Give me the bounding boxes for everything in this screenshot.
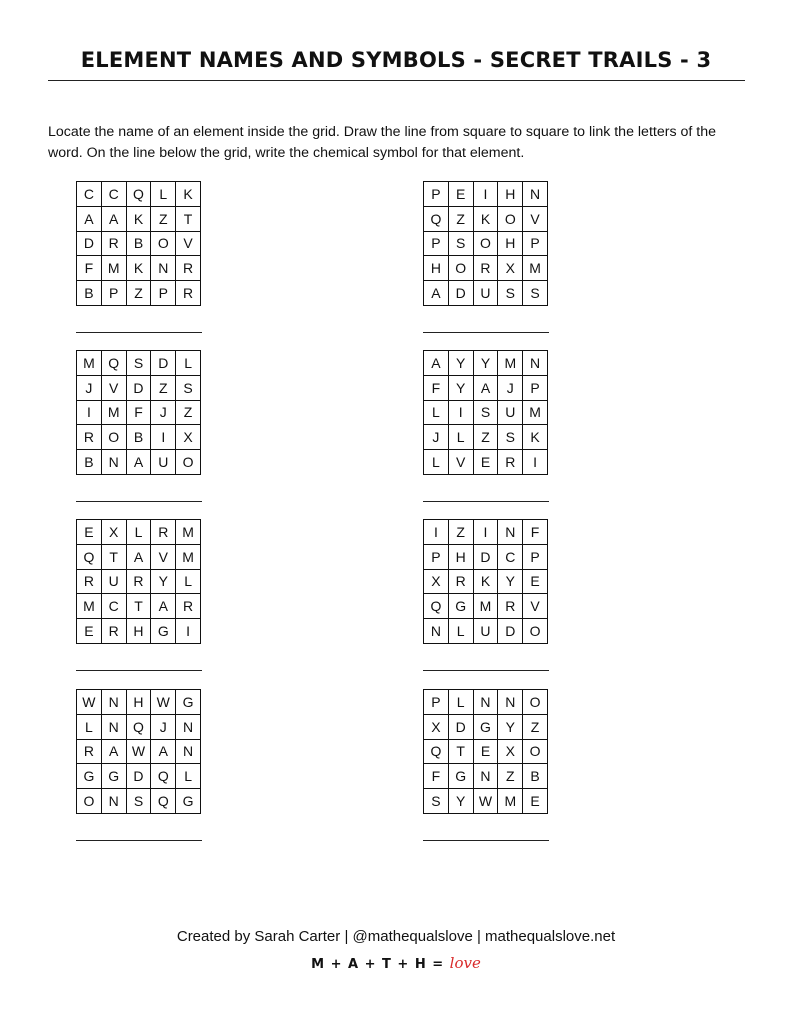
grid-letter-cell[interactable]: F <box>523 520 548 545</box>
grid-letter-cell[interactable]: V <box>151 545 176 570</box>
answer-line[interactable] <box>423 670 549 671</box>
grid-letter-cell[interactable]: W <box>474 789 499 814</box>
grid-letter-cell[interactable]: D <box>449 281 474 306</box>
grid-letter-cell[interactable]: M <box>102 256 127 281</box>
grid-letter-cell[interactable]: G <box>474 715 499 740</box>
grid-letter-cell[interactable]: V <box>176 232 201 257</box>
grid-letter-cell[interactable]: N <box>498 690 523 715</box>
grid-letter-cell[interactable]: P <box>523 376 548 401</box>
grid-letter-cell[interactable]: Q <box>424 740 449 765</box>
letter-grid <box>423 519 548 644</box>
grid-letter-cell[interactable]: X <box>102 520 127 545</box>
grid-letter-cell[interactable]: X <box>424 570 449 595</box>
grid-letter-cell[interactable]: U <box>151 450 176 475</box>
grid-letter-cell[interactable]: G <box>176 690 201 715</box>
grid-letter-cell[interactable]: L <box>449 619 474 644</box>
grid-letter-cell[interactable]: L <box>449 425 474 450</box>
grid-letter-cell[interactable]: P <box>151 281 176 306</box>
grid-letter-cell[interactable]: N <box>474 690 499 715</box>
answer-line[interactable] <box>423 840 549 841</box>
grid-letter-cell[interactable]: V <box>523 594 548 619</box>
grid-letter-cell[interactable]: M <box>498 351 523 376</box>
grid-letter-cell[interactable]: V <box>523 207 548 232</box>
grid-letter-cell[interactable]: G <box>77 764 102 789</box>
grid-letter-cell[interactable]: H <box>449 545 474 570</box>
grid-letter-cell[interactable]: J <box>77 376 102 401</box>
grid-letter-cell[interactable]: O <box>77 789 102 814</box>
grid-letter-cell[interactable]: W <box>151 690 176 715</box>
grid-letter-cell[interactable]: U <box>474 281 499 306</box>
grid-letter-cell[interactable]: H <box>424 256 449 281</box>
grid-letter-cell[interactable]: D <box>474 545 499 570</box>
grid-letter-cell[interactable]: P <box>424 232 449 257</box>
letter-grid <box>76 350 201 475</box>
title-underline <box>48 80 745 81</box>
grid-letter-cell[interactable]: A <box>424 281 449 306</box>
letter-grid <box>423 350 548 475</box>
grid-letter-cell[interactable]: N <box>498 520 523 545</box>
grid-letter-cell[interactable]: I <box>151 425 176 450</box>
grid-letter-cell[interactable]: H <box>498 232 523 257</box>
grid-letter-cell[interactable]: V <box>102 376 127 401</box>
grid-letter-cell[interactable]: J <box>151 401 176 426</box>
grid-letter-cell[interactable]: Y <box>449 376 474 401</box>
grid-letter-cell[interactable]: O <box>523 619 548 644</box>
grid-letter-cell[interactable]: B <box>523 764 548 789</box>
grid-letter-cell[interactable]: X <box>498 740 523 765</box>
grid-letter-cell[interactable]: M <box>102 401 127 426</box>
grid-letter-cell[interactable]: Y <box>449 351 474 376</box>
grid-letter-cell[interactable]: P <box>523 232 548 257</box>
grid-letter-cell[interactable]: T <box>449 740 474 765</box>
grid-letter-cell[interactable]: M <box>523 401 548 426</box>
grid-letter-cell[interactable]: K <box>474 570 499 595</box>
grid-letter-cell[interactable]: B <box>127 232 152 257</box>
grid-letter-cell[interactable]: L <box>176 764 201 789</box>
grid-letter-cell[interactable]: H <box>498 182 523 207</box>
grid-letter-cell[interactable]: L <box>77 715 102 740</box>
grid-letter-cell[interactable]: C <box>102 594 127 619</box>
grid-letter-cell[interactable]: M <box>474 594 499 619</box>
letter-grid-puzzle-4 <box>423 350 548 475</box>
grid-letter-cell[interactable]: L <box>176 351 201 376</box>
grid-letter-cell[interactable]: S <box>127 351 152 376</box>
grid-letter-cell[interactable]: N <box>523 182 548 207</box>
grid-letter-cell[interactable]: N <box>424 619 449 644</box>
grid-letter-cell[interactable]: S <box>424 789 449 814</box>
grid-letter-cell[interactable]: X <box>176 425 201 450</box>
grid-letter-cell[interactable]: R <box>77 740 102 765</box>
grid-letter-cell[interactable]: J <box>424 425 449 450</box>
grid-letter-cell[interactable]: J <box>498 376 523 401</box>
grid-letter-cell[interactable]: K <box>127 207 152 232</box>
grid-letter-cell[interactable]: R <box>474 256 499 281</box>
grid-letter-cell[interactable]: Y <box>498 715 523 740</box>
grid-letter-cell[interactable]: M <box>176 545 201 570</box>
instructions-text: Locate the name of an element inside the grid. Draw the line from square to square to link the letters of the word. On the line below the grid, write the chemical symbol for that element. <box>48 124 716 161</box>
grid-letter-cell[interactable]: U <box>102 570 127 595</box>
letter-grid <box>76 519 201 644</box>
grid-letter-cell[interactable]: R <box>176 281 201 306</box>
grid-letter-cell[interactable]: P <box>424 690 449 715</box>
grid-letter-cell[interactable]: V <box>449 450 474 475</box>
grid-letter-cell[interactable]: Z <box>127 281 152 306</box>
grid-letter-cell[interactable]: I <box>523 450 548 475</box>
logo-text: M + A + T + H = <box>311 957 445 972</box>
grid-letter-cell[interactable]: O <box>523 690 548 715</box>
grid-letter-cell[interactable]: K <box>176 182 201 207</box>
grid-letter-cell[interactable]: E <box>77 619 102 644</box>
letter-grid-puzzle-2 <box>423 181 548 306</box>
grid-letter-cell[interactable]: O <box>102 425 127 450</box>
grid-letter-cell[interactable]: O <box>474 232 499 257</box>
grid-letter-cell[interactable]: Q <box>127 715 152 740</box>
grid-letter-cell[interactable]: Y <box>498 570 523 595</box>
grid-letter-cell[interactable]: L <box>151 182 176 207</box>
grid-letter-cell[interactable]: Z <box>151 376 176 401</box>
grid-letter-cell[interactable]: A <box>127 450 152 475</box>
grid-letter-cell[interactable]: D <box>127 376 152 401</box>
grid-letter-cell[interactable]: P <box>102 281 127 306</box>
grid-letter-cell[interactable]: N <box>102 450 127 475</box>
worksheet-title: ELEMENT NAMES AND SYMBOLS - SECRET TRAILS - 3 <box>80 48 712 72</box>
grid-letter-cell[interactable]: C <box>77 182 102 207</box>
grid-letter-cell[interactable]: D <box>449 715 474 740</box>
grid-letter-cell[interactable]: M <box>498 789 523 814</box>
letter-grid-puzzle-7 <box>76 689 201 814</box>
grid-letter-cell[interactable]: W <box>77 690 102 715</box>
grid-letter-cell[interactable]: F <box>424 764 449 789</box>
grid-letter-cell[interactable]: J <box>151 715 176 740</box>
grid-letter-cell[interactable]: M <box>77 594 102 619</box>
grid-letter-cell[interactable]: D <box>77 232 102 257</box>
letter-grid-puzzle-8 <box>423 689 548 814</box>
grid-letter-cell[interactable]: I <box>77 401 102 426</box>
grid-letter-cell[interactable]: D <box>127 764 152 789</box>
grid-letter-cell[interactable]: B <box>77 450 102 475</box>
grid-letter-cell[interactable]: G <box>102 764 127 789</box>
grid-letter-cell[interactable]: I <box>474 182 499 207</box>
grid-letter-cell[interactable]: A <box>127 545 152 570</box>
grid-letter-cell[interactable]: S <box>449 232 474 257</box>
grid-letter-cell[interactable]: N <box>474 764 499 789</box>
grid-letter-cell[interactable]: Y <box>151 570 176 595</box>
grid-letter-cell[interactable]: I <box>449 401 474 426</box>
grid-letter-cell[interactable]: O <box>498 207 523 232</box>
grid-letter-cell[interactable]: Q <box>151 789 176 814</box>
grid-letter-cell[interactable]: B <box>77 281 102 306</box>
grid-letter-cell[interactable]: R <box>102 232 127 257</box>
grid-letter-cell[interactable]: E <box>474 450 499 475</box>
grid-letter-cell[interactable]: L <box>449 690 474 715</box>
grid-letter-cell[interactable]: G <box>176 789 201 814</box>
grid-letter-cell[interactable]: S <box>523 281 548 306</box>
grid-letter-cell[interactable]: Q <box>102 351 127 376</box>
grid-letter-cell[interactable]: L <box>127 520 152 545</box>
grid-letter-cell[interactable]: R <box>498 450 523 475</box>
grid-letter-cell[interactable]: I <box>176 619 201 644</box>
grid-letter-cell[interactable]: Z <box>151 207 176 232</box>
grid-letter-cell[interactable]: L <box>424 401 449 426</box>
grid-letter-cell[interactable]: Z <box>523 715 548 740</box>
letter-grid <box>423 181 548 306</box>
grid-letter-cell[interactable]: Q <box>424 207 449 232</box>
grid-letter-cell[interactable]: R <box>151 520 176 545</box>
math-equals-love-logo <box>0 954 792 972</box>
grid-letter-cell[interactable]: Q <box>151 764 176 789</box>
grid-letter-cell[interactable]: I <box>474 520 499 545</box>
grid-letter-cell[interactable]: R <box>449 570 474 595</box>
answer-line[interactable] <box>423 332 549 333</box>
grid-letter-cell[interactable]: M <box>523 256 548 281</box>
grid-letter-cell[interactable]: A <box>102 740 127 765</box>
grid-letter-cell[interactable]: S <box>498 425 523 450</box>
grid-letter-cell[interactable]: Z <box>498 764 523 789</box>
letter-grid <box>76 181 201 306</box>
grid-letter-cell[interactable]: F <box>77 256 102 281</box>
grid-letter-cell[interactable]: K <box>474 207 499 232</box>
answer-line[interactable] <box>76 501 202 502</box>
grid-letter-cell[interactable]: S <box>127 789 152 814</box>
grid-letter-cell[interactable]: E <box>523 570 548 595</box>
grid-letter-cell[interactable]: S <box>498 281 523 306</box>
grid-letter-cell[interactable]: N <box>176 740 201 765</box>
grid-letter-cell[interactable]: M <box>77 351 102 376</box>
grid-letter-cell[interactable]: G <box>449 764 474 789</box>
letter-grid-puzzle-5 <box>76 519 201 644</box>
grid-letter-cell[interactable]: A <box>102 207 127 232</box>
grid-letter-cell[interactable]: E <box>449 182 474 207</box>
footer-credit: Created by Sarah Carter | @mathequalslove | mathequalslove.net <box>176 928 616 945</box>
grid-letter-cell[interactable]: K <box>523 425 548 450</box>
grid-letter-cell[interactable]: U <box>498 401 523 426</box>
grid-letter-cell[interactable]: A <box>474 376 499 401</box>
grid-letter-cell[interactable]: C <box>102 182 127 207</box>
grid-letter-cell[interactable]: T <box>127 594 152 619</box>
grid-letter-cell[interactable]: G <box>151 619 176 644</box>
grid-letter-cell[interactable]: Y <box>474 351 499 376</box>
grid-letter-cell[interactable]: R <box>498 594 523 619</box>
letter-grid-puzzle-6 <box>423 519 548 644</box>
grid-letter-cell[interactable]: R <box>77 570 102 595</box>
grid-letter-cell[interactable]: B <box>127 425 152 450</box>
grid-letter-cell[interactable]: L <box>176 570 201 595</box>
grid-letter-cell[interactable]: X <box>498 256 523 281</box>
answer-line[interactable] <box>76 670 202 671</box>
grid-letter-cell[interactable]: Q <box>77 545 102 570</box>
grid-letter-cell[interactable]: R <box>176 594 201 619</box>
grid-letter-cell[interactable]: O <box>449 256 474 281</box>
logo-love-script: love <box>449 954 481 972</box>
letter-grid-puzzle-3 <box>76 350 201 475</box>
grid-letter-cell[interactable]: E <box>474 740 499 765</box>
grid-letter-cell[interactable]: N <box>102 690 127 715</box>
grid-letter-cell[interactable]: P <box>424 182 449 207</box>
grid-letter-cell[interactable]: T <box>102 545 127 570</box>
grid-letter-cell[interactable]: C <box>498 545 523 570</box>
grid-letter-cell[interactable]: Y <box>449 789 474 814</box>
grid-letter-cell[interactable]: Z <box>449 207 474 232</box>
grid-letter-cell[interactable]: S <box>474 401 499 426</box>
grid-letter-cell[interactable]: Q <box>424 594 449 619</box>
answer-line[interactable] <box>76 332 202 333</box>
grid-letter-cell[interactable]: N <box>151 256 176 281</box>
grid-letter-cell[interactable]: Z <box>176 401 201 426</box>
grid-letter-cell[interactable]: G <box>449 594 474 619</box>
grid-letter-cell[interactable]: X <box>424 715 449 740</box>
grid-letter-cell[interactable]: F <box>424 376 449 401</box>
letter-grid <box>423 689 548 814</box>
grid-letter-cell[interactable]: L <box>424 450 449 475</box>
grid-letter-cell[interactable]: N <box>102 789 127 814</box>
answer-line[interactable] <box>76 840 202 841</box>
grid-letter-cell[interactable]: I <box>424 520 449 545</box>
grid-letter-cell[interactable]: S <box>176 376 201 401</box>
grid-letter-cell[interactable]: N <box>523 351 548 376</box>
letter-grid <box>76 689 201 814</box>
grid-letter-cell[interactable]: R <box>102 619 127 644</box>
grid-letter-cell[interactable]: O <box>176 450 201 475</box>
grid-letter-cell[interactable]: A <box>424 351 449 376</box>
grid-letter-cell[interactable]: U <box>474 619 499 644</box>
grid-letter-cell[interactable]: O <box>151 232 176 257</box>
grid-letter-cell[interactable]: T <box>176 207 201 232</box>
grid-letter-cell[interactable]: P <box>424 545 449 570</box>
grid-letter-cell[interactable]: N <box>176 715 201 740</box>
grid-letter-cell[interactable]: P <box>523 545 548 570</box>
grid-letter-cell[interactable]: E <box>523 789 548 814</box>
letter-grid-puzzle-1 <box>76 181 201 306</box>
grid-letter-cell[interactable]: Q <box>127 182 152 207</box>
grid-letter-cell[interactable]: A <box>151 740 176 765</box>
grid-letter-cell[interactable]: D <box>151 351 176 376</box>
grid-letter-cell[interactable]: O <box>523 740 548 765</box>
grid-letter-cell[interactable]: W <box>127 740 152 765</box>
grid-letter-cell[interactable]: A <box>77 207 102 232</box>
grid-letter-cell[interactable]: R <box>127 570 152 595</box>
grid-letter-cell[interactable]: M <box>176 520 201 545</box>
grid-letter-cell[interactable]: R <box>77 425 102 450</box>
grid-letter-cell[interactable]: F <box>127 401 152 426</box>
grid-letter-cell[interactable]: Z <box>449 520 474 545</box>
answer-line[interactable] <box>423 501 549 502</box>
grid-letter-cell[interactable]: K <box>127 256 152 281</box>
grid-letter-cell[interactable]: H <box>127 619 152 644</box>
grid-letter-cell[interactable]: E <box>77 520 102 545</box>
grid-letter-cell[interactable]: N <box>102 715 127 740</box>
grid-letter-cell[interactable]: H <box>127 690 152 715</box>
grid-letter-cell[interactable]: A <box>151 594 176 619</box>
grid-letter-cell[interactable]: D <box>498 619 523 644</box>
grid-letter-cell[interactable]: R <box>176 256 201 281</box>
grid-letter-cell[interactable]: Z <box>474 425 499 450</box>
